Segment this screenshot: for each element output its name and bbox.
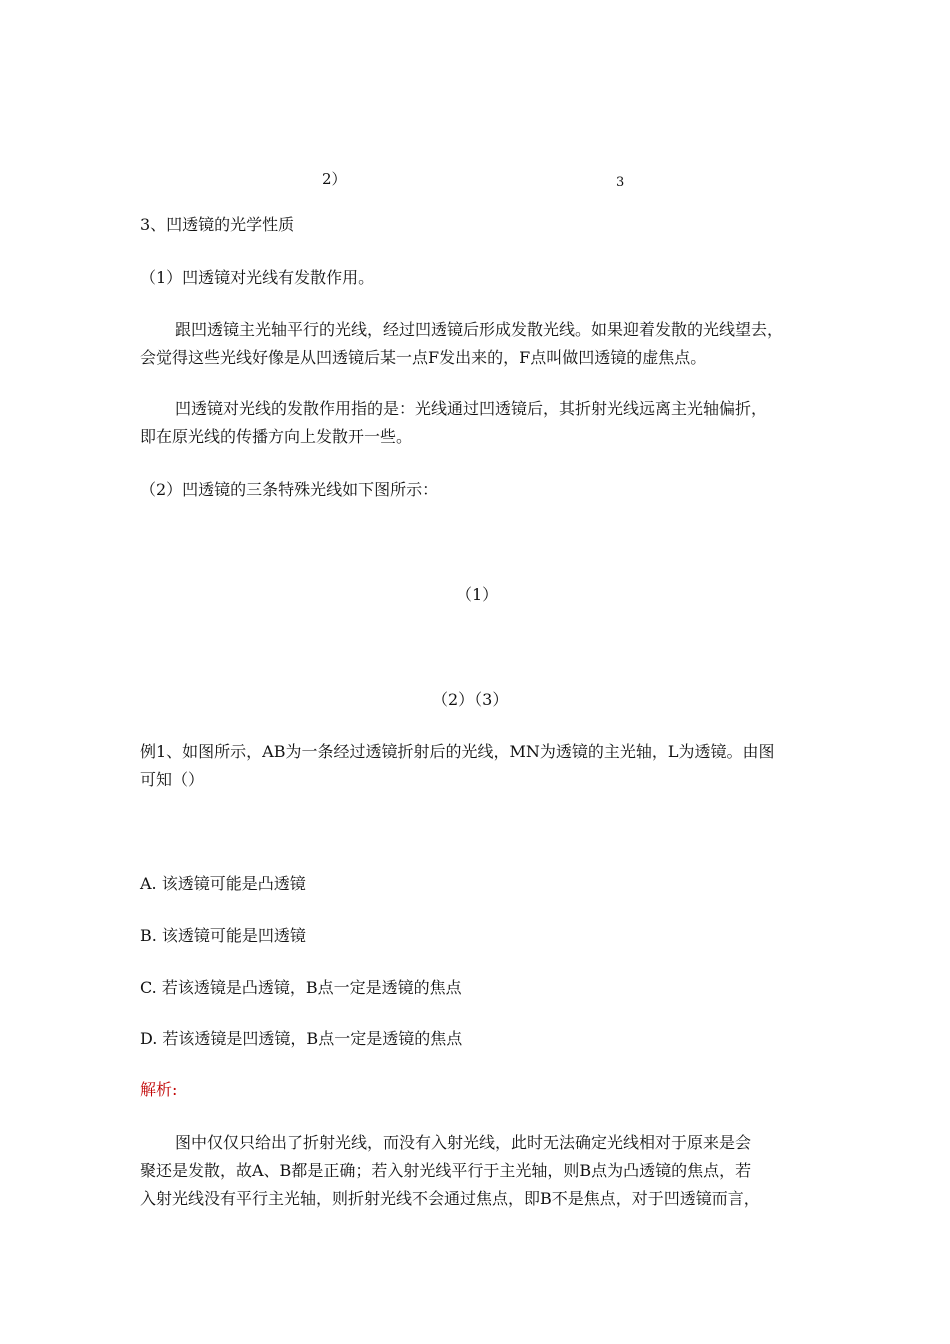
option-b: B. 该透镜可能是凹透镜 [140, 926, 306, 945]
figure-label-1: （1） [456, 585, 499, 604]
paragraph-2-line-2: 即在原光线的传播方向上发散开一些。 [140, 427, 413, 446]
analysis-line-3: 入射光线没有平行主光轴，则折射光线不会通过焦点，即B不是焦点，对于凹透镜而言， [140, 1189, 760, 1208]
paragraph-2-line-1: 凹透镜对光线的发散作用指的是：光线通过凹透镜后，其折射光线远离主光轴偏折， [175, 399, 768, 418]
option-c: C. 若该透镜是凸透镜，B点一定是透镜的焦点 [140, 978, 462, 997]
option-d: D. 若该透镜是凹透镜，B点一定是透镜的焦点 [140, 1029, 463, 1048]
section-heading: 3、凹透镜的光学性质 [140, 215, 295, 234]
example-stem-line-1: 例1、如图所示，AB为一条经过透镜折射后的光线，MN为透镜的主光轴，L为透镜。由图 [140, 742, 775, 761]
option-a: A. 该透镜可能是凸透镜 [140, 874, 306, 893]
figure-label-3: 3 [616, 175, 625, 190]
paragraph-1-line-2: 会觉得这些光线好像是从凹透镜后某一点F发出来的，F点叫做凹透镜的虚焦点。 [140, 348, 707, 367]
figure-label-2-3: （2）（3） [432, 690, 509, 709]
example-stem-line-2: 可知（） [140, 770, 205, 789]
subheading-2: （2）凹透镜的三条特殊光线如下图所示： [140, 480, 439, 499]
subheading-1: （1）凹透镜对光线有发散作用。 [140, 268, 375, 287]
figure-label-2: 2） [322, 170, 347, 188]
paragraph-1-line-1: 跟凹透镜主光轴平行的光线，经过凹透镜后形成发散光线。如果迎着发散的光线望去， [175, 320, 784, 339]
analysis-line-1: 图中仅仅只给出了折射光线，而没有入射光线，此时无法确定光线相对于原来是会 [175, 1133, 752, 1152]
analysis-line-2: 聚还是发散，故A、B都是正确；若入射光线平行于主光轴，则B点为凸透镜的焦点，若 [140, 1161, 752, 1180]
analysis-label: 解析: [140, 1080, 178, 1099]
